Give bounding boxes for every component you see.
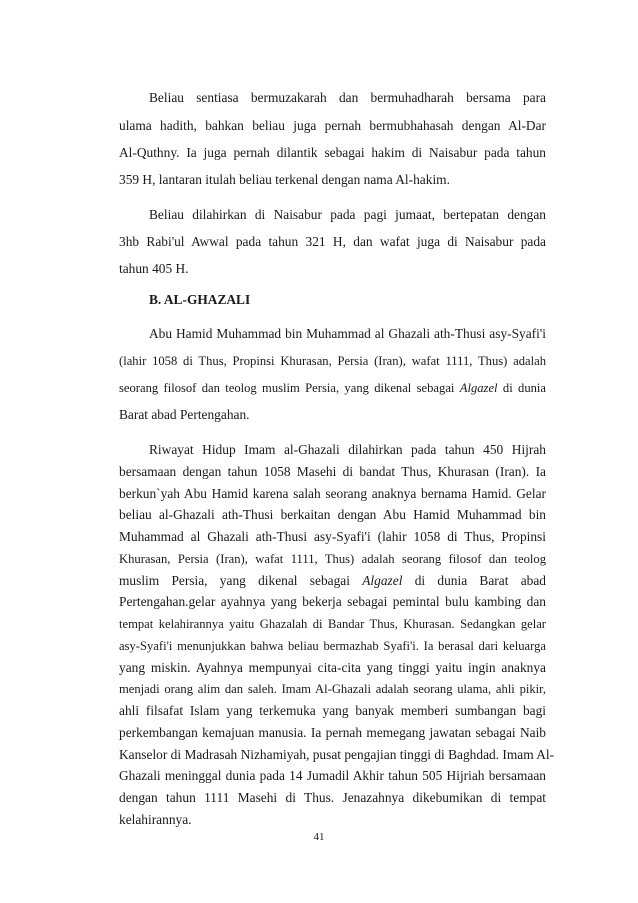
text-line: Muhammad al Ghazali ath-Thusi asy-Syafi'i (lahir 1058 di Thus, Propinsi [119,529,546,544]
text-line: Al-Quthny. Ia juga pernah dilantik sebagai hakim di Naisabur pada tahun [119,145,546,160]
text-line: perkembangan kemajuan manusia. Ia pernah memegang jawatan sebagai Naib [119,725,546,740]
text-line: 3hb Rabi'ul Awwal pada tahun 321 H, dan wafat juga di Naisabur pada [119,234,546,249]
text-segment: di dunia [502,381,547,395]
text-line: kelahirannya. [119,812,192,827]
text-line: Beliau sentiasa bermuzakarah dan bermuhadharah bersama para [149,90,546,105]
text-line: berkun`yah Abu Hamid karena salah seorang anaknya bernama Hamid. Gelar [119,486,546,501]
text-line: (lahir 1058 di Thus, Propinsi Khurasan, Persia (Iran), wafat 1111, Thus) adalah [119,354,546,368]
italic-term: Algazel [459,381,498,395]
text-line: Pertengahan.gelar ayahnya yang bekerja sebagai pemintal bulu kambing dan [119,594,546,609]
text-line: menjadi orang alim dan saleh. Imam Al-Ghazali adalah seorang ulama, ahli pikir, [119,682,546,696]
text-line: Ghazali meninggal dunia pada 14 Jumadil Akhir tahun 505 Hijriah bersamaan [119,768,546,783]
page-number: 41 [313,831,325,843]
text-segment: seorang filosof dan teolog muslim Persia, yang dikenal sebagai [119,381,455,395]
text-line: tempat kelahirannya yaitu Ghazalah di Bandar Thus, Khurasan. Sedangkan gelar [119,617,546,631]
text-line: Khurasan, Persia (Iran), wafat 1111, Thus) adalah seorang filosof dan teolog [119,552,546,566]
text-line: Riwayat Hidup Imam al-Ghazali dilahirkan pada tahun 450 Hijrah [149,442,546,457]
italic-term: Algazel [362,573,403,588]
text-line [119,573,546,589]
text-line: dengan tahun 1111 Masehi di Thus. Jenazahnya dikebumikan di tempat [119,790,546,805]
text-line: ulama hadith, bahkan beliau juga pernah bermubhahasah dengan Al-Dar [119,118,546,133]
text-line: yang miskin. Ayahnya mempunyai cita-cita yang tinggi yaitu ingin anaknya [119,660,546,675]
text-line: tahun 405 H. [119,261,189,276]
text-line: Barat abad Pertengahan. [119,407,250,422]
text-line: Beliau dilahirkan di Naisabur pada pagi jumaat, bertepatan dengan [149,207,546,222]
text-line: asy-Syafi'i menunjukkan bahwa beliau bermazhab Syafi'i. Ia berasal dari keluarga [119,639,546,653]
text-line: ahli filsafat Islam yang terkemuka yang banyak memberi sumbangan bagi [119,703,546,718]
text-segment: muslim Persia, yang dikenal sebagai [119,573,350,588]
text-line: bersamaan dengan tahun 1058 Masehi di bandat Thus, Khurasan (Iran). Ia [119,464,546,479]
text-line: Abu Hamid Muhammad bin Muhammad al Ghazali ath-Thusi asy-Syafi'i [149,326,546,341]
text-line: 359 H, lantaran itulah beliau terkenal dengan nama Al-hakim. [119,172,450,187]
text-segment: di dunia Barat abad [414,573,546,588]
text-line: beliau al-Ghazali ath-Thusi berkaitan dengan Abu Hamid Muhammad bin [119,507,546,522]
section-heading: B. AL-GHAZALI [149,292,251,307]
text-line: Kanselor di Madrasah Nizhamiyah, pusat pengajian tinggi di Baghdad. Imam Al- [119,747,555,762]
text-line [119,380,546,396]
